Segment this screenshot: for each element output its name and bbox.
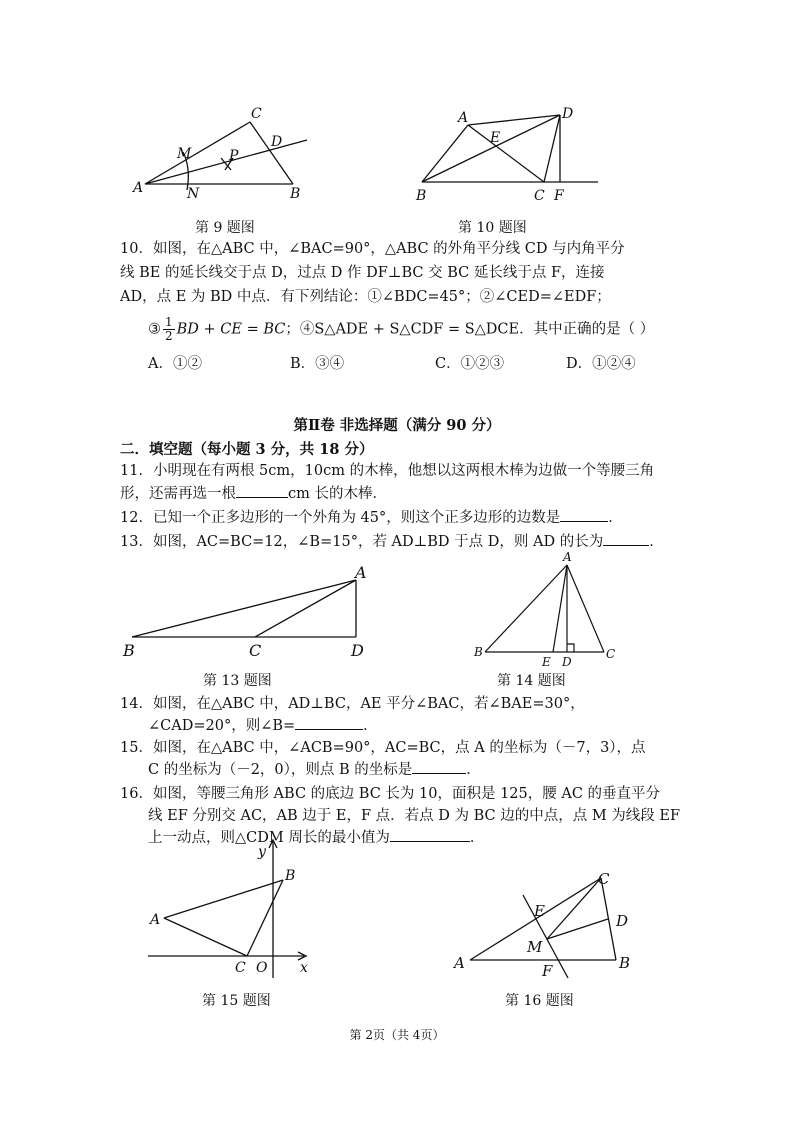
fig9-label-p: P — [229, 148, 239, 164]
fig13-label-a: A — [355, 563, 367, 582]
fig13-label-d: D — [351, 641, 364, 660]
fig16-label-a: A — [454, 954, 465, 972]
fig10-caption: 第 10 题图 — [458, 220, 527, 236]
fig10-label-c: C — [534, 188, 545, 204]
q10-line-1: 10．如图，在△ABC 中，∠BAC=90°，△ABC 的外角平分线 CD 与内角平分 — [120, 241, 625, 257]
q10-line-2: 线 BE 的延长线交于点 D，过点 D 作 DF⊥BC 交 BC 延长线于点 F，连接 — [120, 265, 605, 281]
q12-line — [120, 508, 623, 528]
q16-text-a: 上一动点，则△CDM 周长的最小值为 — [148, 830, 390, 846]
figure-10 — [408, 100, 608, 205]
q15-text-a: C 的坐标为（－2，0），则点 B 的坐标是 — [148, 762, 413, 778]
fig9-label-m: M — [177, 146, 192, 162]
q14-text-b: ． — [363, 718, 378, 734]
q10-option-c: C．①②③ — [435, 356, 505, 372]
q12-text: 12．已知一个正多边形的一个外角为 45°，则这个正多边形的边数是 — [120, 510, 561, 526]
fig14-label-e: E — [542, 655, 551, 668]
fig13-label-c: C — [249, 641, 262, 660]
figure-16 — [448, 860, 648, 985]
fig9-label-c: C — [251, 106, 262, 122]
q10-frac-den: 2 — [165, 329, 173, 343]
fig15-label-b: B — [285, 868, 296, 884]
fig9-label-d: D — [271, 134, 283, 150]
fig15-label-c: C — [235, 960, 246, 976]
fig9-label-b: B — [290, 186, 301, 202]
q10-c3-text: BD + CE = BC — [176, 321, 286, 338]
fig15-label-a: A — [150, 912, 161, 928]
fig10-label-a: A — [458, 110, 469, 126]
fig14-label-d: D — [562, 655, 572, 668]
fig16-label-c: C — [598, 870, 610, 888]
fig15-label-x: x — [300, 960, 308, 976]
fig10-label-b: B — [416, 188, 427, 204]
q14-line-1: 14．如图，在△ABC 中，AD⊥BC，AE 平分∠BAC，若∠BAE=30°， — [120, 696, 585, 712]
q10-line-4 — [148, 316, 654, 343]
q14-answer-blank[interactable] — [295, 729, 363, 730]
fig10-label-d: D — [562, 106, 574, 122]
fig16-label-e: E — [534, 902, 545, 920]
figure-13 — [115, 560, 385, 665]
fig14-label-a: A — [563, 550, 572, 564]
q10-c3-prefix: ③ — [148, 321, 161, 338]
section-2-heading: 第Ⅱ卷 非选择题（满分 90 分） — [293, 417, 501, 434]
fig14-caption: 第 14 题图 — [497, 673, 566, 689]
fig14-label-b: B — [474, 645, 483, 659]
q13-text: 13．如图，AC=BC=12，∠B=15°，若 AD⊥BD 于点 D，则 AD 的长为 — [120, 534, 604, 550]
fig14-label-c: C — [606, 647, 616, 661]
fig15-caption: 第 15 题图 — [202, 993, 271, 1009]
fig10-label-f: F — [554, 188, 564, 204]
fig9-label-n: N — [187, 186, 200, 202]
q10-option-b: B．③④ — [290, 356, 345, 372]
q16-line-1: 16．如图，等腰三角形 ABC 的底边 BC 长为 10，面积是 125，腰 AC 的垂直平分 — [120, 786, 661, 802]
q15-answer-blank[interactable] — [412, 773, 466, 774]
q10-c4-text: ；④S△ADE + S△CDF = S△DCE．其中正确的是（ ） — [285, 321, 655, 338]
q10-frac-num: 1 — [165, 315, 173, 329]
fig13-label-b: B — [123, 641, 135, 660]
fig13-caption: 第 13 题图 — [203, 673, 272, 689]
q14-text-a: ∠CAD=20°，则∠B= — [148, 718, 296, 734]
q16-line-2: 线 EF 分别交 AC，AB 边于 E，F 点．若点 D 为 BC 边的中点，点 M 为线段 EF — [148, 808, 681, 824]
page-footer: 第 2页（共 4页） — [349, 1028, 445, 1042]
fig16-label-b: B — [619, 954, 631, 972]
fig16-label-d: D — [616, 912, 629, 930]
q12-end: ． — [608, 510, 623, 526]
part-2-heading: 二．填空题（每小题 3 分，共 18 分） — [120, 441, 374, 458]
fig9-caption: 第 9 题图 — [195, 220, 255, 236]
q15-line-1: 15．如图，在△ABC 中，∠ACB=90°，AC=BC，点 A 的坐标为（－7，3），点 — [120, 740, 646, 756]
fig15-label-y: y — [258, 844, 266, 860]
q15-text-b: ． — [466, 762, 481, 778]
q11-text-a: 形，还需再选一根 — [120, 486, 236, 502]
q13-answer-blank[interactable] — [603, 545, 649, 546]
q12-answer-blank[interactable] — [560, 521, 608, 522]
q10-option-d: D．①②④ — [566, 356, 636, 372]
fig16-caption: 第 16 题图 — [505, 993, 574, 1009]
fig16-label-m: M — [527, 938, 543, 956]
q10-option-a: A．①② — [148, 356, 202, 372]
q11-text-b: cm 长的木棒． — [288, 486, 387, 502]
q13-end: ． — [649, 534, 664, 550]
fig9-label-a: A — [133, 180, 144, 196]
fig15-label-o: O — [256, 960, 268, 976]
q10-line-3: AD，点 E 为 BD 中点．有下列结论：①∠BDC=45°；②∠CED=∠EDF； — [120, 289, 611, 305]
fig10-label-e: E — [490, 130, 501, 146]
q11-line-2 — [120, 484, 387, 504]
figure-9 — [125, 100, 335, 205]
figure-15 — [140, 838, 320, 988]
q16-text-b: ． — [469, 830, 485, 846]
q11-answer-blank[interactable] — [236, 497, 288, 498]
q15-line-2 — [148, 760, 481, 780]
fig16-label-f: F — [542, 962, 553, 980]
figure-14 — [470, 548, 630, 668]
q11-line-1: 11．小明现在有两根 5cm，10cm 的木棒，他想以这两根木棒为边做一个等腰三角 — [120, 463, 655, 479]
q14-line-2 — [148, 716, 378, 736]
q16-answer-blank[interactable] — [390, 841, 470, 842]
